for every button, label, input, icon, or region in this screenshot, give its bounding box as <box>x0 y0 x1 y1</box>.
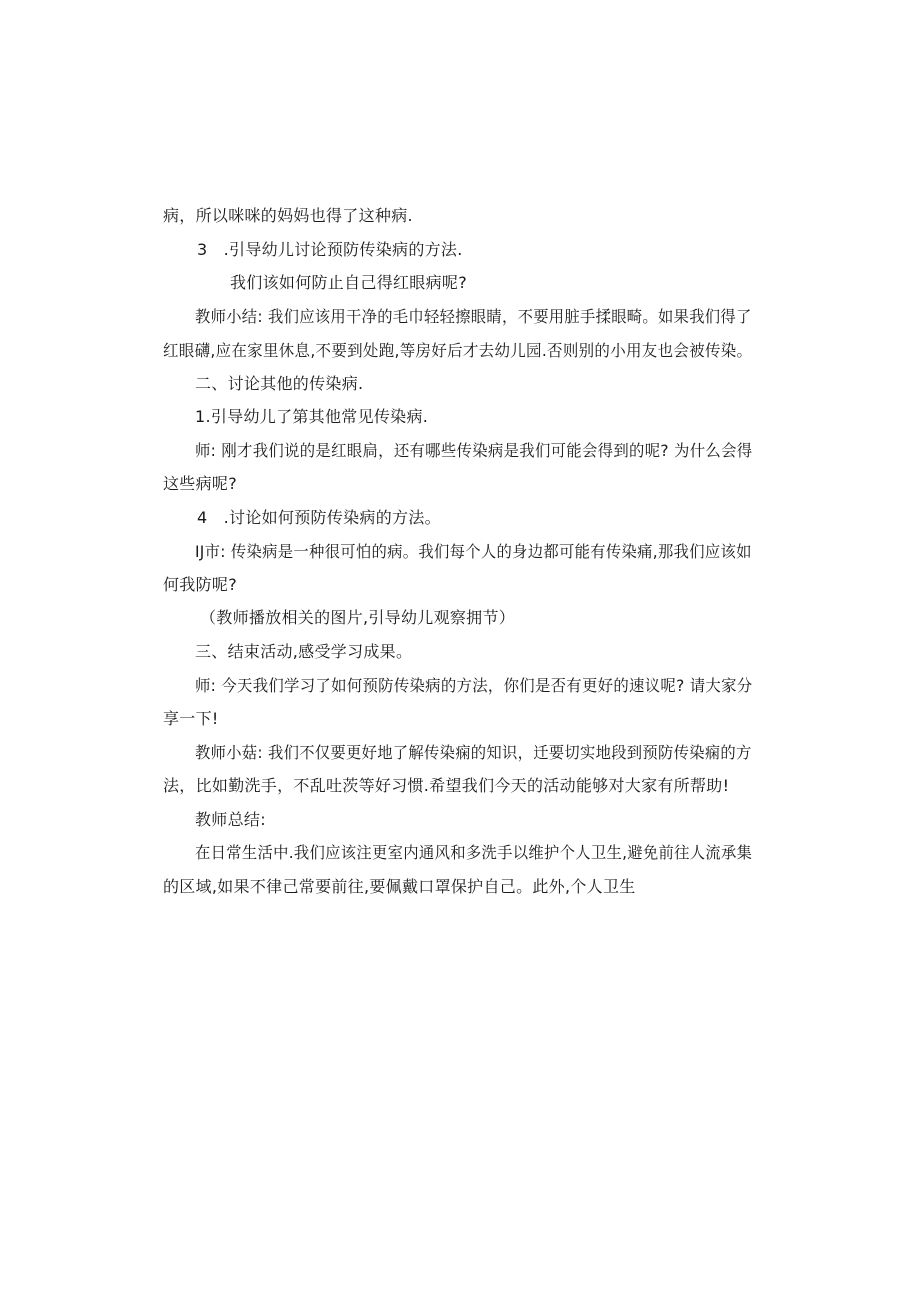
stage-direction-line: （教师播放相关的图片,引导幼儿观察拥节） <box>200 608 516 627</box>
section-heading-3: 三、结束活动,感受学习成果。 <box>195 642 413 661</box>
teacher-prompt-line-1: 师: 今天我们学习了如何预防传染病的方法，你们是否有更好的速议呢? 请大家分 <box>195 676 753 695</box>
teacher-summary-line-1: 教师小结: 我们应该用干净的毛巾轻轻擦眼睛，不要用脏手揉眼畸。如果我们得了 <box>195 307 752 326</box>
section-heading-2: 二、讨论其他的传染病. <box>195 374 364 393</box>
teacher-closing-line-2: 法，比如勤洗手，不乱吐茨等好习惯.希望我们今天的活动能够对大家有所帮助! <box>163 776 730 795</box>
section-item-1-heading: 1.引导幼儿了第其他常见传染病. <box>195 407 429 426</box>
teacher-question-line-2: 这些病呢? <box>163 474 237 493</box>
teacher-speech-line-2: 何我防呢? <box>163 575 237 594</box>
conclusion-line-1: 在日常生活中.我们应该注更室内通风和多洗手以维护个人卫生,避免前往人流承集 <box>195 843 753 862</box>
conclusion-line-2: 的区域,如果不律己常要前往,要佩戴口罩保护自己。此外,个人卫生 <box>163 877 636 896</box>
section-item-3-heading: 3 .引导幼儿讨论预防传染病的方法. <box>197 240 463 259</box>
question-line: 我们该如何防止自己得红眼病呢? <box>230 273 467 292</box>
text-line-continuation: 病，所以咪咪的妈妈也得了这种病. <box>163 206 413 225</box>
teacher-closing-line-1: 教师小菇: 我们不仅要更好地了解传染痫的知识，迁要切实地段到预防传染痫的方 <box>195 743 752 762</box>
teacher-summary-line-2: 红眼礴,应在家里休息,不要到处跑,等房好后才去幼儿园.否则别的小用友也会被传染。 <box>163 341 753 360</box>
section-item-4-heading: 4 .讨论如何预防传染病的方法。 <box>197 508 441 527</box>
teacher-speech-line-1: IJ市: 传染病是一种很可怕的病。我们每个人的身边都可能有传染痛,那我们应该如 <box>195 542 752 561</box>
teacher-prompt-line-2: 享一下! <box>163 709 219 728</box>
teacher-question-line-1: 师: 刚才我们说的是红眼扃，还有哪些传染病是我们可能会得到的呢? 为什么会得 <box>195 441 753 460</box>
teacher-conclusion-heading: 教师总结: <box>195 810 266 829</box>
